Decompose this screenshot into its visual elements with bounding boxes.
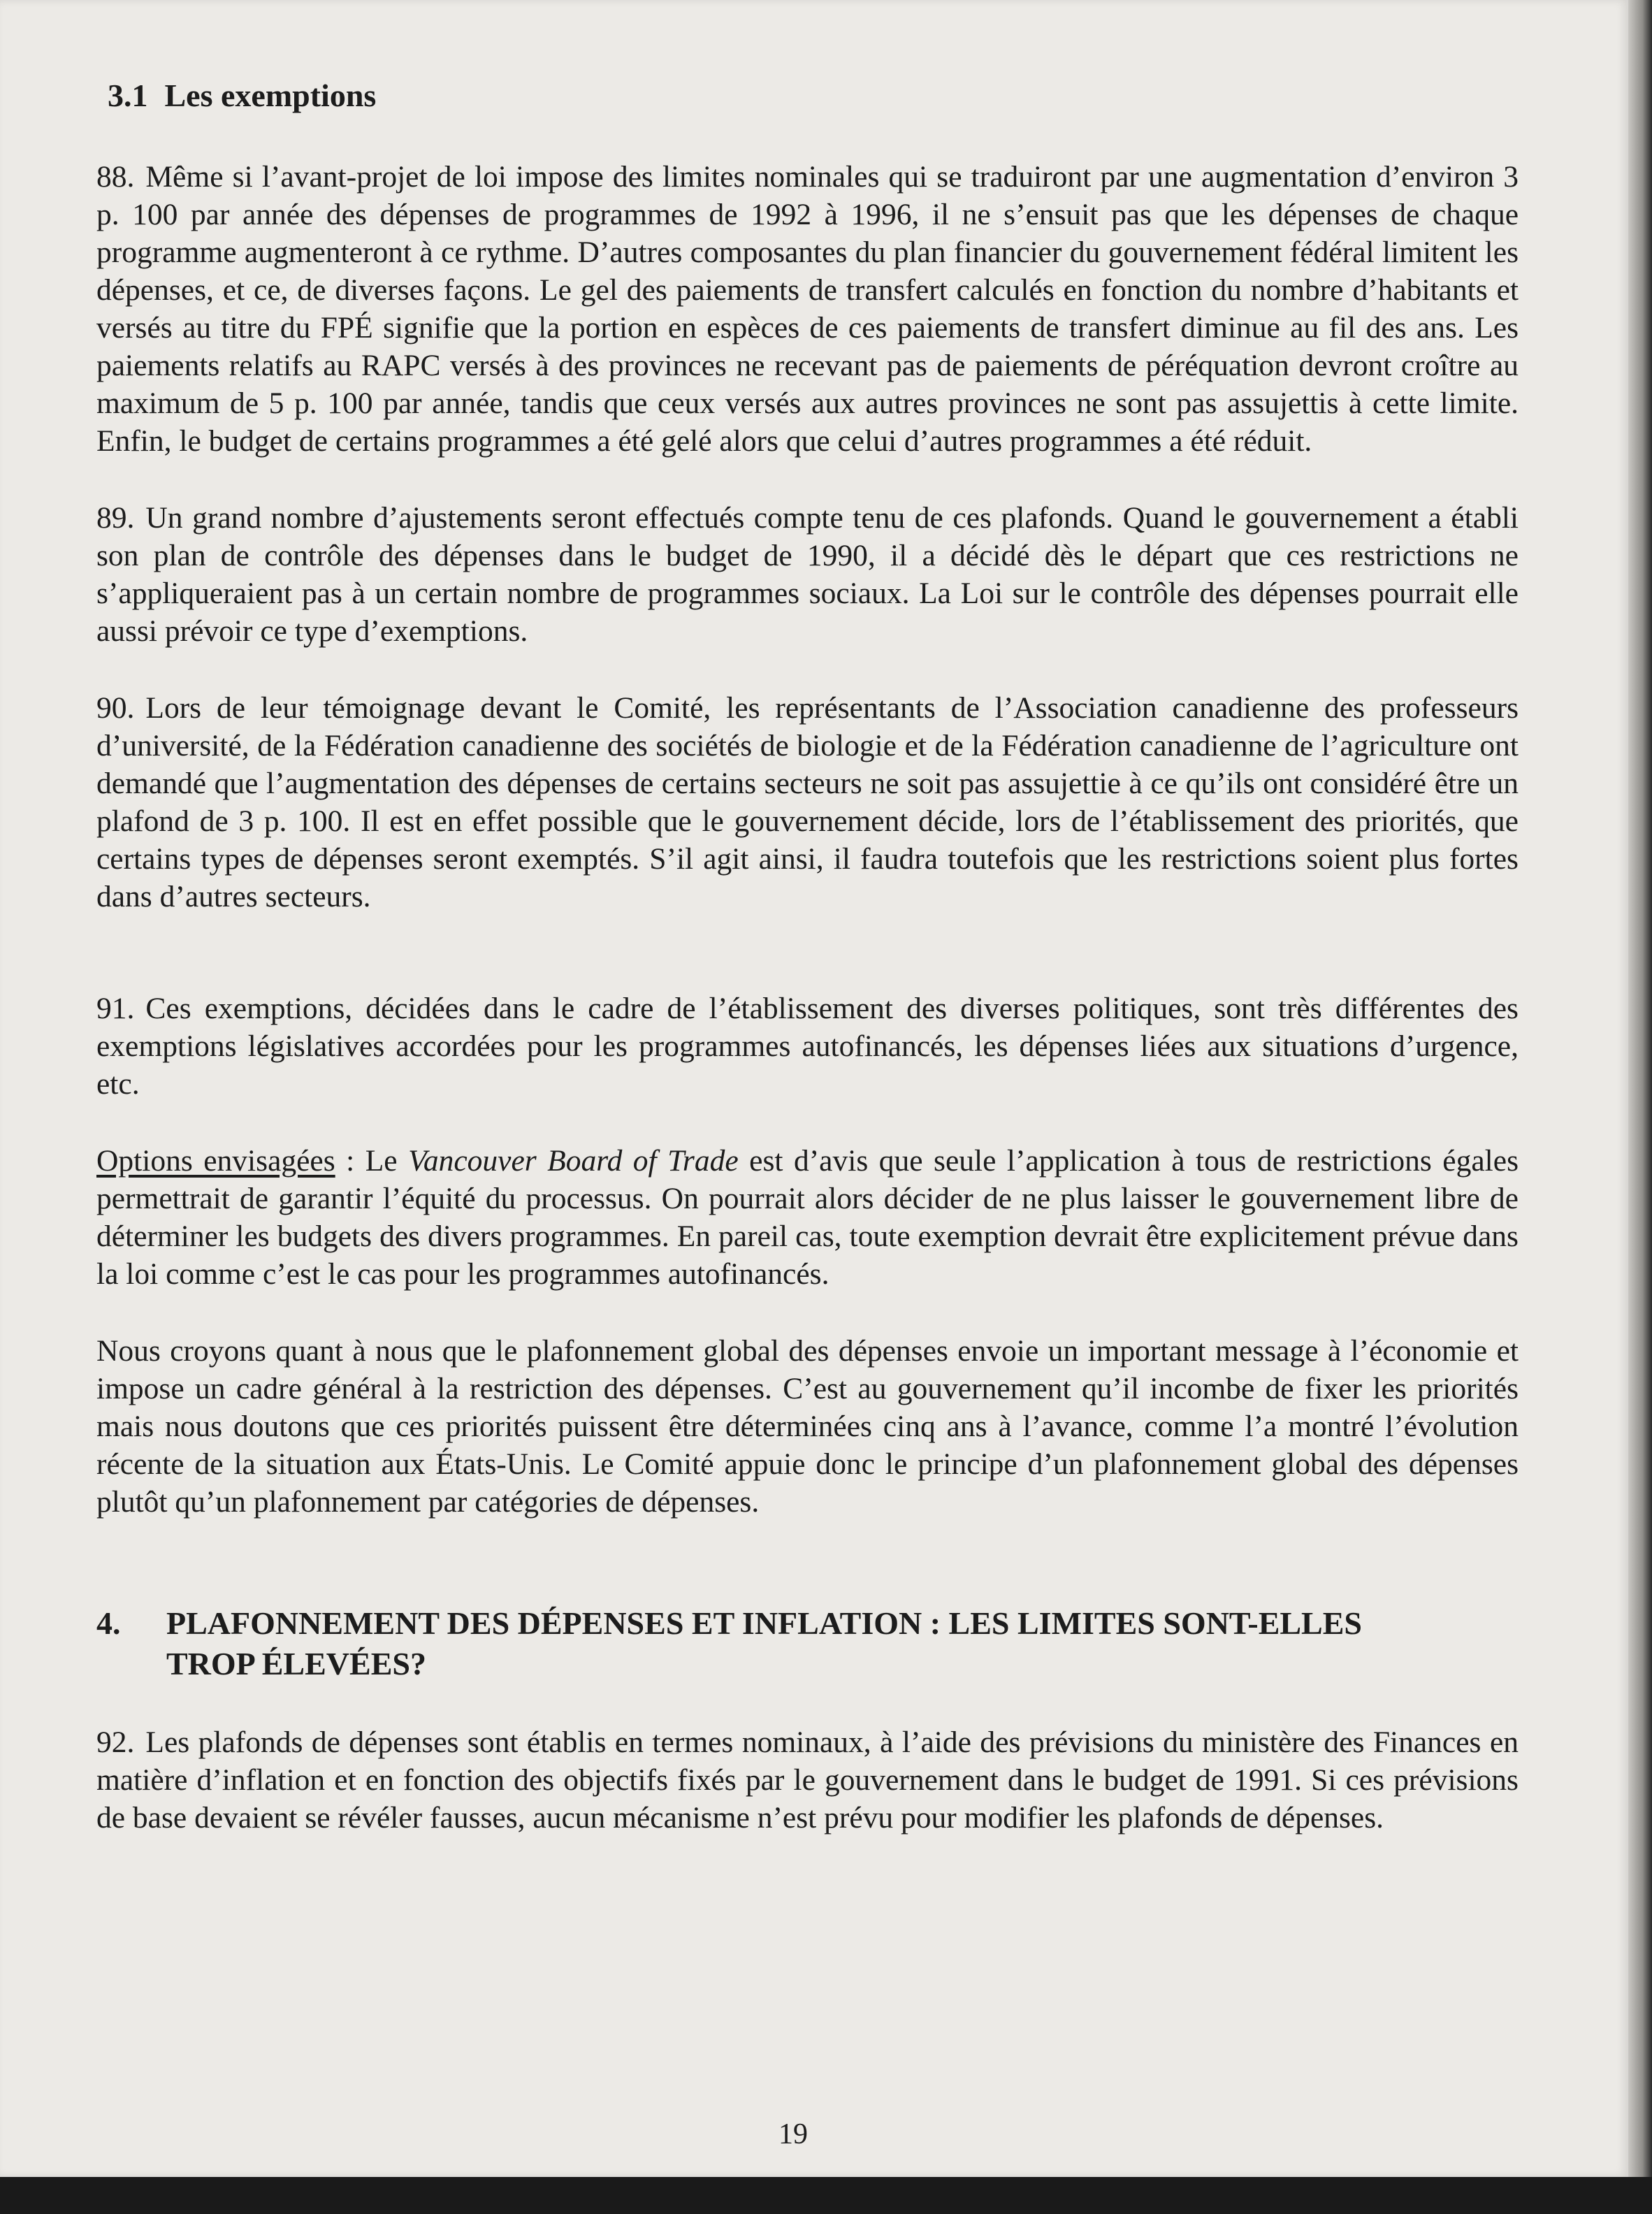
paragraph-text: Même si l’avant-projet de loi impose des limites nominales qui se traduiront par une augmentation d’environ 3 p. 100 par année des dépenses de programmes de 1992 à 1996, il ne s’ensuit pas que les dépenses de chaque programme augmenteront à ce rythme. D’autres composantes du plan financier du gouvernement fédéral limitent les dépenses, et ce, de diverses façons. Le gel des paiements de transfert calculés en fonction du nombre d’habitants et versés au titre du FPÉ signifie que la portion en espèces de ces paiements de transfert diminue au fil des ans. Les paiements relatifs au RAPC versés à des provinces ne recevant pas de paiements de péréquation devront croître au maximum de 5 p. 100 par année, tandis que ceux versés aux autres provinces ne sont pas assujettis à cette limite. Enfin, le budget de certains programmes a été gelé alors que celui d’autres programmes a été réduit. <box>96 160 1519 458</box>
section-number: 3.1 <box>108 78 148 113</box>
page-number: 19 <box>778 2118 808 2150</box>
paragraph-91 <box>96 990 1519 1103</box>
chapter-number: 4. <box>96 1605 121 1641</box>
paragraph-text: Les plafonds de dépenses sont établis en termes nominaux, à l’aide des prévisions du ministère des Finances en matière d’inflation et en fonction des objectifs fixés par le gouvernement dans le budget de 1991. Si ces prévisions de base devaient se révéler fausses, aucun mécanisme n’est prévu pour modifier les plafonds de dépenses. <box>96 1725 1519 1835</box>
paragraph-text: Lors de leur témoignage devant le Comité, les représentants de l’Association canadienne des professeurs d’université, de la Fédération canadienne des sociétés de biologie et de la Fédération canadienne de l’agriculture ont demandé que l’augmentation des dépenses de certains secteurs ne soit pas assujettie à ce qu’ils ont considéré être un plafond de 3 p. 100. Il est en effet possible que le gouvernement décide, lors de l’établissement des priorités, que certains types de dépenses seront exemptés. S’il agit ainsi, il faudra toutefois que les restrictions soient plus fortes dans d’autres secteurs. <box>96 691 1519 913</box>
paragraph-92 <box>96 1723 1519 1837</box>
chapter-heading <box>96 1603 1519 1684</box>
paragraph-88 <box>96 158 1519 460</box>
paragraph-number: 89. <box>96 501 135 535</box>
paragraph-text: Ces exemptions, décidées dans le cadre de l’établissement des diverses politiques, sont très différentes des exemptions législatives accordées pour les programmes autofinancés, les dépenses liées aux situations d’urgence, etc. <box>96 992 1519 1101</box>
section-heading <box>108 77 1519 115</box>
paragraph-text: Un grand nombre d’ajustements seront effectués compte tenu de ces plafonds. Quand le gouvernement a établi son plan de contrôle des dépenses dans le budget de 1990, il a décidé dès le départ que ces restrictions ne s’appliqueraient pas à un certain nombre de programmes sociaux. La Loi sur le contrôle des dépenses pourrait elle aussi prévoir ce type d’exemptions. <box>96 501 1519 648</box>
paragraph-89 <box>96 499 1519 650</box>
paragraph-text: Nous croyons quant à nous que le plafonnement global des dépenses envoie un important message à l’économie et impose un cadre général à la restriction des dépenses. C’est au gouvernement qu’il incombe de fixer les priorités mais nous doutons que ces priorités puissent être déterminées cinq ans à l’avance, comme l’a montré l’évolution récente de la situation aux États-Unis. Le Comité appuie donc le principe d’un plafonnement global des dépenses plutôt qu’un plafonnement par catégories de dépenses. <box>96 1334 1519 1519</box>
paragraph-number: 91. <box>96 992 135 1025</box>
committee-paragraph <box>96 1332 1519 1521</box>
section-title: Les exemptions <box>164 78 377 113</box>
paragraph-number: 88. <box>96 160 135 194</box>
chapter-title: PLAFONNEMENT DES DÉPENSES ET INFLATION : LES LIMITES SONT-ELLES TROP ÉLEVÉES? <box>166 1605 1363 1681</box>
options-paragraph <box>96 1142 1519 1293</box>
organization-name: Vancouver Board of Trade <box>408 1144 739 1178</box>
paragraph-90 <box>96 689 1519 916</box>
options-lead: : Le <box>335 1144 409 1178</box>
paragraph-number: 90. <box>96 691 135 725</box>
page-edge <box>1628 0 1652 2177</box>
page-content <box>96 77 1519 1876</box>
paragraph-number: 92. <box>96 1725 135 1759</box>
options-text: est d’avis que seule l’application à tous de restrictions égales permettrait de garantir l’équité du processus. On pourrait alors décider de ne plus laisser le gouvernement libre de déterminer les budgets des divers programmes. En pareil cas, toute exemption devrait être explicitement prévue dans la loi comme c’est le cas pour les programmes autofinancés. <box>96 1144 1519 1291</box>
options-label: Options envisagées <box>96 1144 335 1178</box>
